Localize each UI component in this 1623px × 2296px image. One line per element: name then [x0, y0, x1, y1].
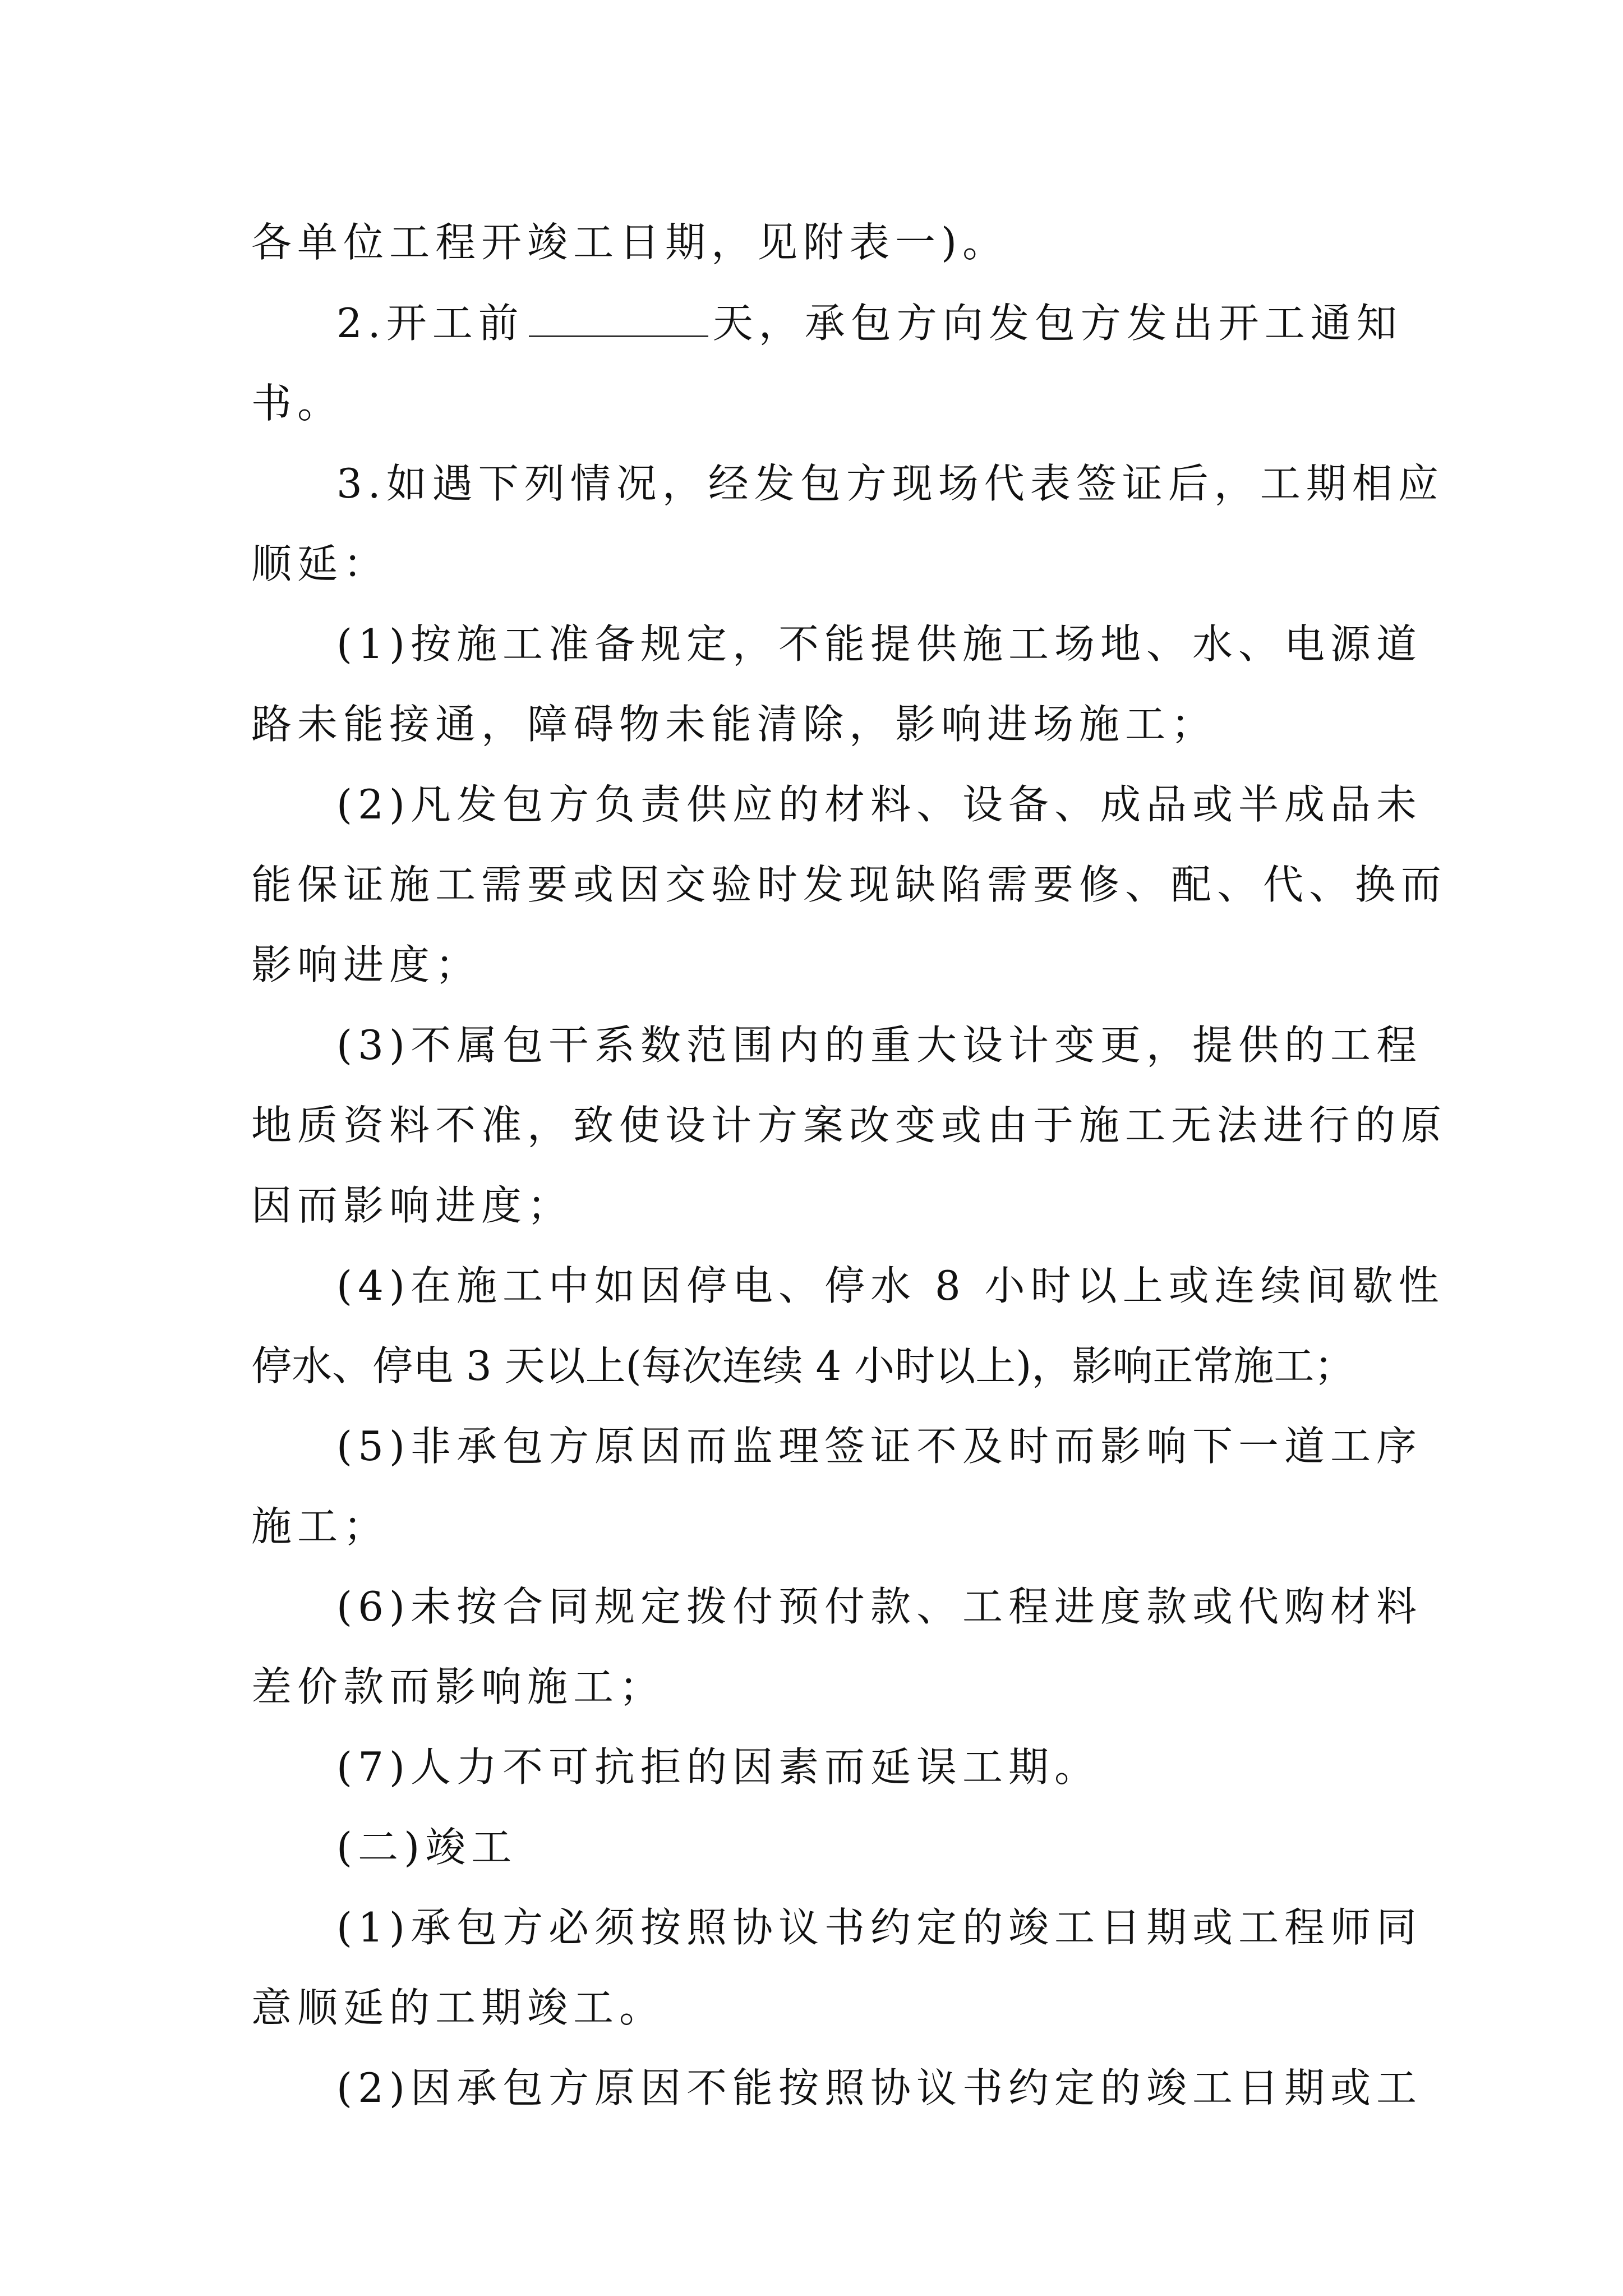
- text-line: 因而影响进度；: [251, 1182, 574, 1229]
- text-line: [251, 292, 1403, 354]
- section-heading: (二)竣工: [336, 1824, 518, 1871]
- text-fragment: 2.开工前: [336, 300, 524, 347]
- text-line: 停水、停电 3 天以上(每次连续 4 小时以上)，影响正常施工；: [251, 1342, 1355, 1389]
- text-line: (6)未按合同规定拨付预付款、工程进度款或代购材料: [336, 1583, 1422, 1630]
- text-line: (4)在施工中如因停电、停水 8 小时以上或连续间歇性: [336, 1262, 1445, 1309]
- text-line: (7)人力不可抗拒的因素而延误工期。: [336, 1743, 1100, 1791]
- text-line: 影响进度；: [251, 941, 482, 988]
- text-line: (2)凡发包方负责供应的材料、设备、成品或半成品未: [336, 781, 1422, 828]
- text-fragment: 天，承包方向发包方发出开工通知: [712, 300, 1403, 347]
- text-line: 施工；: [251, 1503, 390, 1550]
- text-line: 意顺延的工期竣工。: [251, 1984, 666, 2031]
- text-line: 地质资料不准，致使设计方案改变或由于施工无法进行的原: [251, 1102, 1447, 1149]
- text-line: (2)因承包方原因不能按照协议书约定的竣工日期或工: [336, 2064, 1422, 2111]
- text-line: (1)承包方必须按照协议书约定的竣工日期或工程师同: [336, 1904, 1422, 1951]
- text-line: 差价款而影响施工；: [251, 1663, 666, 1710]
- text-line: (5)非承包方原因而监理签证不及时而影响下一道工序: [336, 1423, 1422, 1470]
- text-line: (3)不属包干系数范围内的重大设计变更，提供的工程: [336, 1022, 1422, 1069]
- text-line: 路未能接通，障碍物未能清除，影响进场施工；: [251, 701, 1218, 748]
- fill-in-blank: [529, 301, 708, 337]
- text-line: 各单位工程开竣工日期，见附表一)。: [251, 219, 1009, 266]
- text-line: (1)按施工准备规定，不能提供施工场地、水、电源道: [336, 620, 1422, 668]
- text-line: 3.如遇下列情况，经发包方现场代表签证后，工期相应: [336, 460, 1444, 507]
- text-line: 书。: [251, 380, 344, 427]
- text-line: 能保证施工需要或因交验时发现缺陷需要修、配、代、换而: [251, 861, 1447, 908]
- text-line: 顺延：: [251, 540, 390, 587]
